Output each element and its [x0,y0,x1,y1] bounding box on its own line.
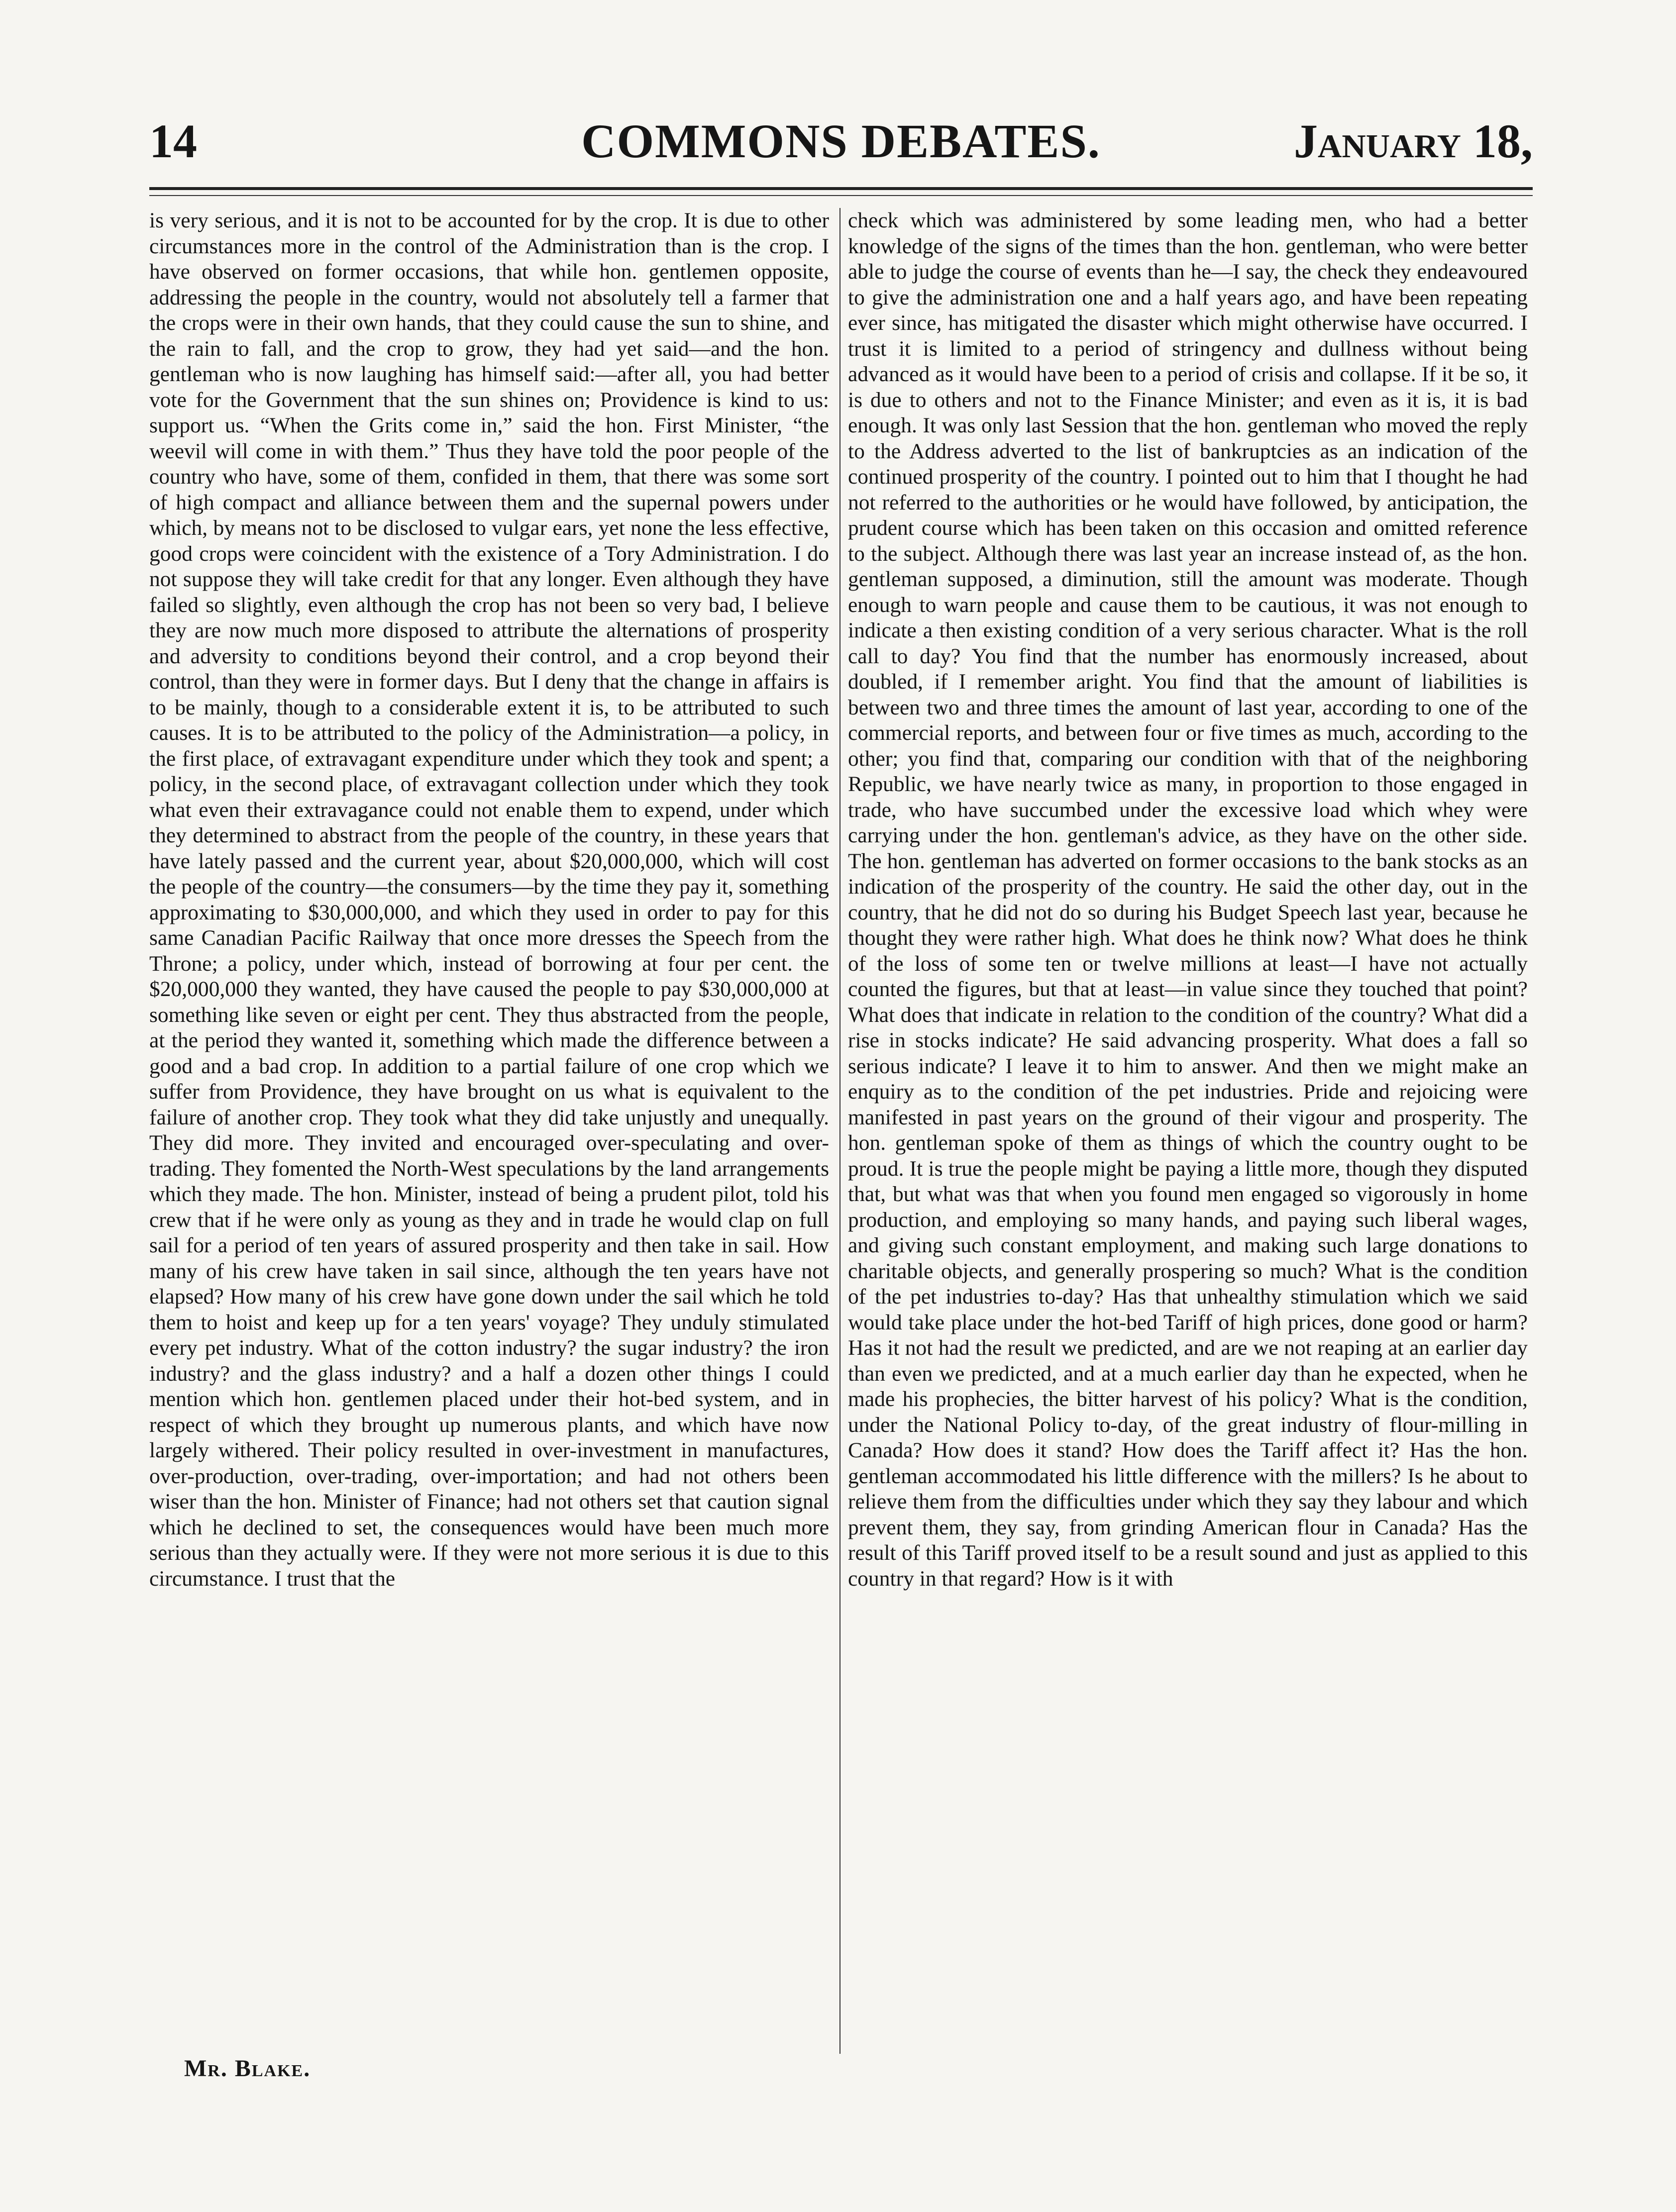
right-column-text: check which was administered by some leading men, who had a better knowledge of the signs of the times than the hon. gentleman, who were better able to judge the course of events than he—I say, the check they endeavoured to give the administration one and a half years ago, and have been repeating ever since, has mitigated the disaster which might otherwise have occurred. I trust it is limited to a period of stringency and dullness without being advanced as it would have been to a period of crisis and collapse. If it be so, it is due to others and not to the Finance Minister; and even as it is, it is bad enough. It was only last Session that the hon. gentleman who moved the reply to the Address adverted to the list of bankruptcies as an indication of the continued prosperity of the country. I pointed out to him that I thought he had not referred to the authorities or he would have followed, by anticipation, the prudent course which has been taken on this occasion and omitted reference to the subject. Although there was last year an increase instead of, as the hon. gentleman supposed, a diminution, still the amount was moderate. Though enough to warn people and cause them to be cautious, it was not enough to indicate a then existing condition of a very serious character. What is the roll call to day? You find that the number has enormously increased, about doubled, if I remember aright. You find that the amount of liabilities is between two and three times the amount of last year, according to one of the commercial reports, and between four or five times as much, according to the other; you find that, comparing our condition with that of the neighboring Republic, we have nearly twice as many, in proportion to those engaged in trade, who have succumbed under the excessive load which whey were carrying under the hon. gentleman's advice, as they have on the other side. The hon. gentleman has adverted on former occasions to the bank stocks as an indication of the prosperity of the country. He said the other day, out in the country, that he did not do so during his Budget Speech last year, because he thought they were rather high. What does he think now? What does he think of the loss of some ten or twelve millions at least—I have not actually counted the figures, but that at least—in value since they touched that point? What does that indicate in relation to the condition of the country? What did a rise in stocks indicate? He said advancing prosperity. What does a fall so serious indicate? I leave it to him to answer. And then we might make an enquiry as to the condition of the pet industries. Pride and rejoicing were manifested in past years on the ground of their vigour and prosperity. The hon. gentleman spoke of them as things of which the country ought to be proud. It is true the people might be paying a little more, though they disputed that, but what was that when you found men engaged so vigorously in home production, and employing so many hands, and paying such liberal wages, and giving such constant employment, and making such large donations to charitable objects, and generally prospering so much? What is the condition of the pet industries to-day? Has that unhealthy stimulation which we said would take place under the hot-bed Tariff of high prices, done good or harm? Has it not had the result we predicted, and are we not reaping at an earlier day than even we predicted, and at a much earlier day than he expected, when he made his prophecies, the bitter harvest of his policy? What is the condition, under the National Policy to-day, of the great industry of flour-milling in Canada? How does it stand? How does the Tariff affect it? Has the hon. gentleman accommodated his little difference with the millers? Is he about to relieve them from the difficulties under which they say they labour and which prevent them, they say, from grinding American flour in Canada? Has the result of this Tariff proved itself to be a result sound and just as applied to this country in that regard? How is it with [848,208,1528,1591]
page-number: 14 [149,114,197,168]
speaker-footer: Mr. Blake. [184,2055,311,2082]
journal-title: COMMONS DEBATES. [581,114,1101,168]
page-date: January 18, [1294,114,1533,168]
left-column-text: is very serious, and it is not to be accounted for by the crop. It is due to other circumstances more in the control of the Administration than is the crop. I have observed on former occasions, that while hon. gentlemen opposite, addressing the people in the country, would not absolutely tell a farmer that the crops were in their own hands, that they could cause the sun to shine, and the rain to fall, and the crop to grow, they had yet said—and the hon. gentleman who is now laughing has himself said:—after all, you had better vote for the Government that the sun shines on; Providence is kind to us: support us. “When the Grits come in,” said the hon. First Minister, “the weevil will come in with them.” Thus they have told the poor people of the country who have, some of them, confided in them, that there was some sort of high compact and alliance between them and the supernal powers under which, by means not to be disclosed to vulgar ears, yet none the less effective, good crops were coincident with the existence of a Tory Administration. I do not suppose they will take credit for that any longer. Even although they have failed so slightly, even although the crop has not been so very bad, I believe they are now much more disposed to attribute the alternations of prosperity and adversity to conditions beyond their control, and a crop beyond their control, than they were in former days. But I deny that the change in affairs is to be mainly, though to a considerable extent it is, to be attributed to such causes. It is to be attributed to the policy of the Administration—a policy, in the first place, of extravagant expenditure under which they took and spent; a policy, in the second place, of extravagant collection under which they took what even their extravagance could not enable them to expend, under which they determined to abstract from the people of the country, in these years that have lately passed and the current year, about $20,000,000, which will cost the people of the country—the consumers—by the time they pay it, something approximating to $30,000,000, and which they used in order to pay for this same Canadian Pacific Railway that once more dresses the Speech from the Throne; a policy, under which, instead of borrowing at four per cent. the $20,000,000 they wanted, they have caused the people to pay $30,000,000 at something like seven or eight per cent. They thus abstracted from the people, at the period they wanted it, something which made the difference between a good and a bad crop. In addition to a partial failure of one crop which we suffer from Providence, they have brought on us what is equivalent to the failure of another crop. They took what they did take unjustly and unequally. They did more. They invited and encouraged over-speculating and over-trading. They fomented the North-West speculations by the land arrangements which they made. The hon. Minister, instead of being a prudent pilot, told his crew that if he were only as young as they and in trade he would clap on full sail for a period of ten years of assured prosperity and then take in sail. How many of his crew have taken in sail since, although the ten years have not elapsed? How many of his crew have gone down under the sail which he told them to hoist and keep up for a ten years' voyage? They unduly stimulated every pet industry. What of the cotton industry? the sugar industry? the iron industry? and the glass industry? and a half a dozen other things I could mention which hon. gentlemen placed under their hot-bed system, and in respect of which they brought up numerous plants, and which have now largely withered. Their policy resulted in over-investment in manufactures, over-production, over-trading, over-importation; and had not others been wiser than the hon. Minister of Finance; had not others set that caution signal which he declined to set, the consequences would have been much more serious than they actually were. If they were not more serious it is due to this circumstance. I trust that the [149,208,829,1591]
header-rule-thin [149,195,1533,196]
right-column [848,208,1528,2049]
header-rule [149,187,1533,190]
left-column [149,208,829,2049]
column-divider [839,208,840,2054]
page-header [149,113,1533,183]
